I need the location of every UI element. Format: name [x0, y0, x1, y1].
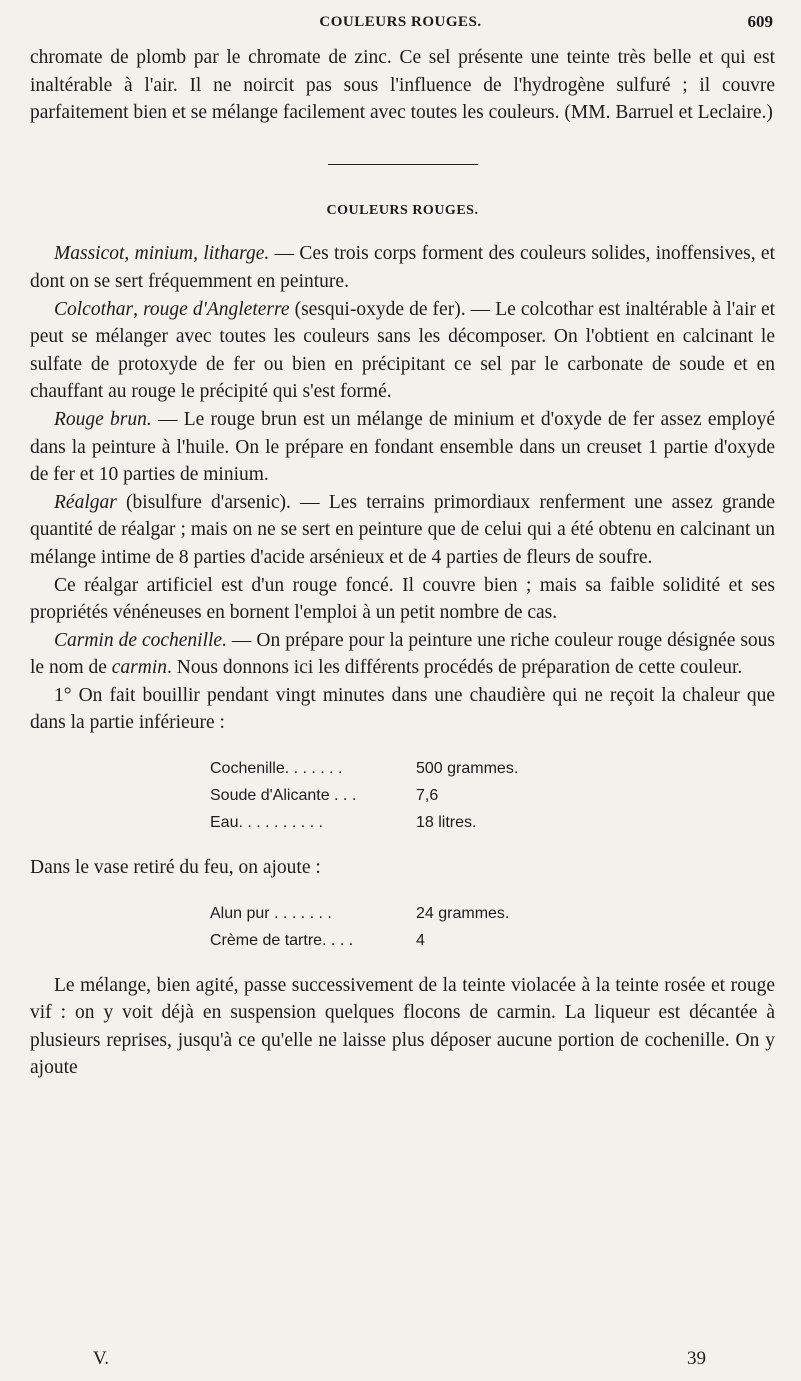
term-massicot: Massicot, minium, litharge.	[54, 243, 270, 265]
table-row	[210, 755, 518, 782]
paragraph-realgar: Réalgar (bisulfure d'arsenic). — Les terrains primordiaux renferment une assez grande quantité de réalgar ; mais on ne se sert en peinture que de celui qui a été obtenu en calcinant un mélange intime de 8 parties d'acide arsénieux et de 4 parties de fleurs de soufre.	[30, 491, 775, 568]
term-colcothar: Colcothar	[54, 298, 134, 320]
ingredient-name: Crème de tartre. . . .	[210, 931, 354, 949]
paragraph-carmin: Carmin de cochenille. — On prépare pour la peinture une riche couleur rouge désignée sous le nom de carmin. Nous donnons ici les différents procédés de préparation de cette couleur.	[30, 629, 776, 679]
ingredient-name: Soude d'Alicante . . .	[210, 787, 357, 805]
running-header	[0, 14, 801, 38]
paragraph-colcothar: Colcothar, rouge d'Angleterre (sesqui-oxyde de fer). — Le colcothar est inaltérable à l'air et peut se mélanger avec toutes les couleurs sans les décomposer. On l'obtient en calcinant le sulfate de protoxyde de fer ou bien en précipitant ce sel par le carbonate de soude et en chauffant au rouge le précipité qui s'est formé.	[30, 298, 776, 403]
ingredient-quantity: 500 grammes.	[416, 760, 519, 778]
section-title: COULEURS ROUGES.	[326, 202, 479, 218]
term-carmin-cochenille: Carmin de cochenille.	[54, 629, 227, 651]
term-rouge-angleterre: rouge d'Angleterre	[143, 298, 290, 320]
paragraph-le-melange: Le mélange, bien agité, passe successivement de la teinte violacée à la teinte rosée et rouge vif : on y voit déjà en suspension quelques flocons de carmin. La liqueur est décantée à plusieurs reprises, jusqu'à ce qu'elle ne laisse plus déposer aucune portion de cochenille. On y ajoute	[30, 974, 775, 1079]
running-title: COULEURS ROUGES.	[319, 14, 482, 30]
ingredient-name: Eau. . . . . . . . . .	[210, 814, 323, 832]
ingredient-name: Alun pur . . . . . . .	[210, 904, 332, 922]
table-row	[210, 900, 509, 927]
ingredient-quantity: 24 grammes.	[416, 904, 510, 922]
paragraph-massicot: Massicot, minium, litharge. — Ces trois corps forment des couleurs solides, inoffensives, et dont on se sert fréquemment en peinture.	[30, 243, 775, 292]
table-row	[210, 809, 518, 836]
section-divider	[328, 164, 478, 165]
term-realgar: Réalgar	[54, 491, 117, 513]
paragraph-intro: chromate de plomb par le chromate de zinc. Ce sel présente une teinte très belle et qui est inaltérable à l'air. Il ne noircit pas sous l'influence de l'hydrogène sulfuré ; il couvre parfaitement bien et se mélange facilement avec toutes les couleurs. (MM. Barruel et Leclaire.)	[30, 47, 775, 124]
page-footer	[0, 1348, 801, 1372]
ingredient-quantity: 18 litres.	[416, 814, 477, 832]
body-text	[30, 44, 775, 1082]
ingredient-quantity: 7,6	[416, 787, 439, 805]
recipe-table-2	[210, 900, 509, 954]
paragraph-dans-le-vase: Dans le vase retiré du feu, on ajoute :	[30, 857, 321, 879]
term-carmin: carmin	[111, 657, 168, 679]
table-row	[210, 927, 509, 954]
paragraph-step-1: 1° On fait bouillir pendant vingt minutes dans une chaudière qui ne reçoit la chaleur que dans la partie inférieure :	[30, 684, 775, 734]
table-row	[210, 782, 518, 809]
ingredient-name: Cochenille. . . . . . .	[210, 760, 343, 778]
sheet-number: 39	[687, 1348, 706, 1369]
term-rouge-brun: Rouge brun.	[54, 408, 152, 430]
paragraph-rouge-brun: Rouge brun. — Le rouge brun est un mélange de minium et d'oxyde de fer assez employé dans la peinture à l'huile. On le prépare en fondant ensemble dans un creuset 1 partie d'oxyde de fer et 10 parties de minium.	[30, 408, 776, 486]
paragraph-realgar-artificiel: Ce réalgar artificiel est d'un rouge foncé. Il couvre bien ; mais sa faible solidité et ses propriétés vénéneuses en bornent l'emploi à un petit nombre de cas.	[30, 574, 775, 624]
ingredient-quantity: 4	[416, 931, 425, 949]
recipe-table-1	[210, 755, 518, 836]
volume-signature: V.	[93, 1348, 110, 1369]
page-number: 609	[747, 12, 773, 31]
